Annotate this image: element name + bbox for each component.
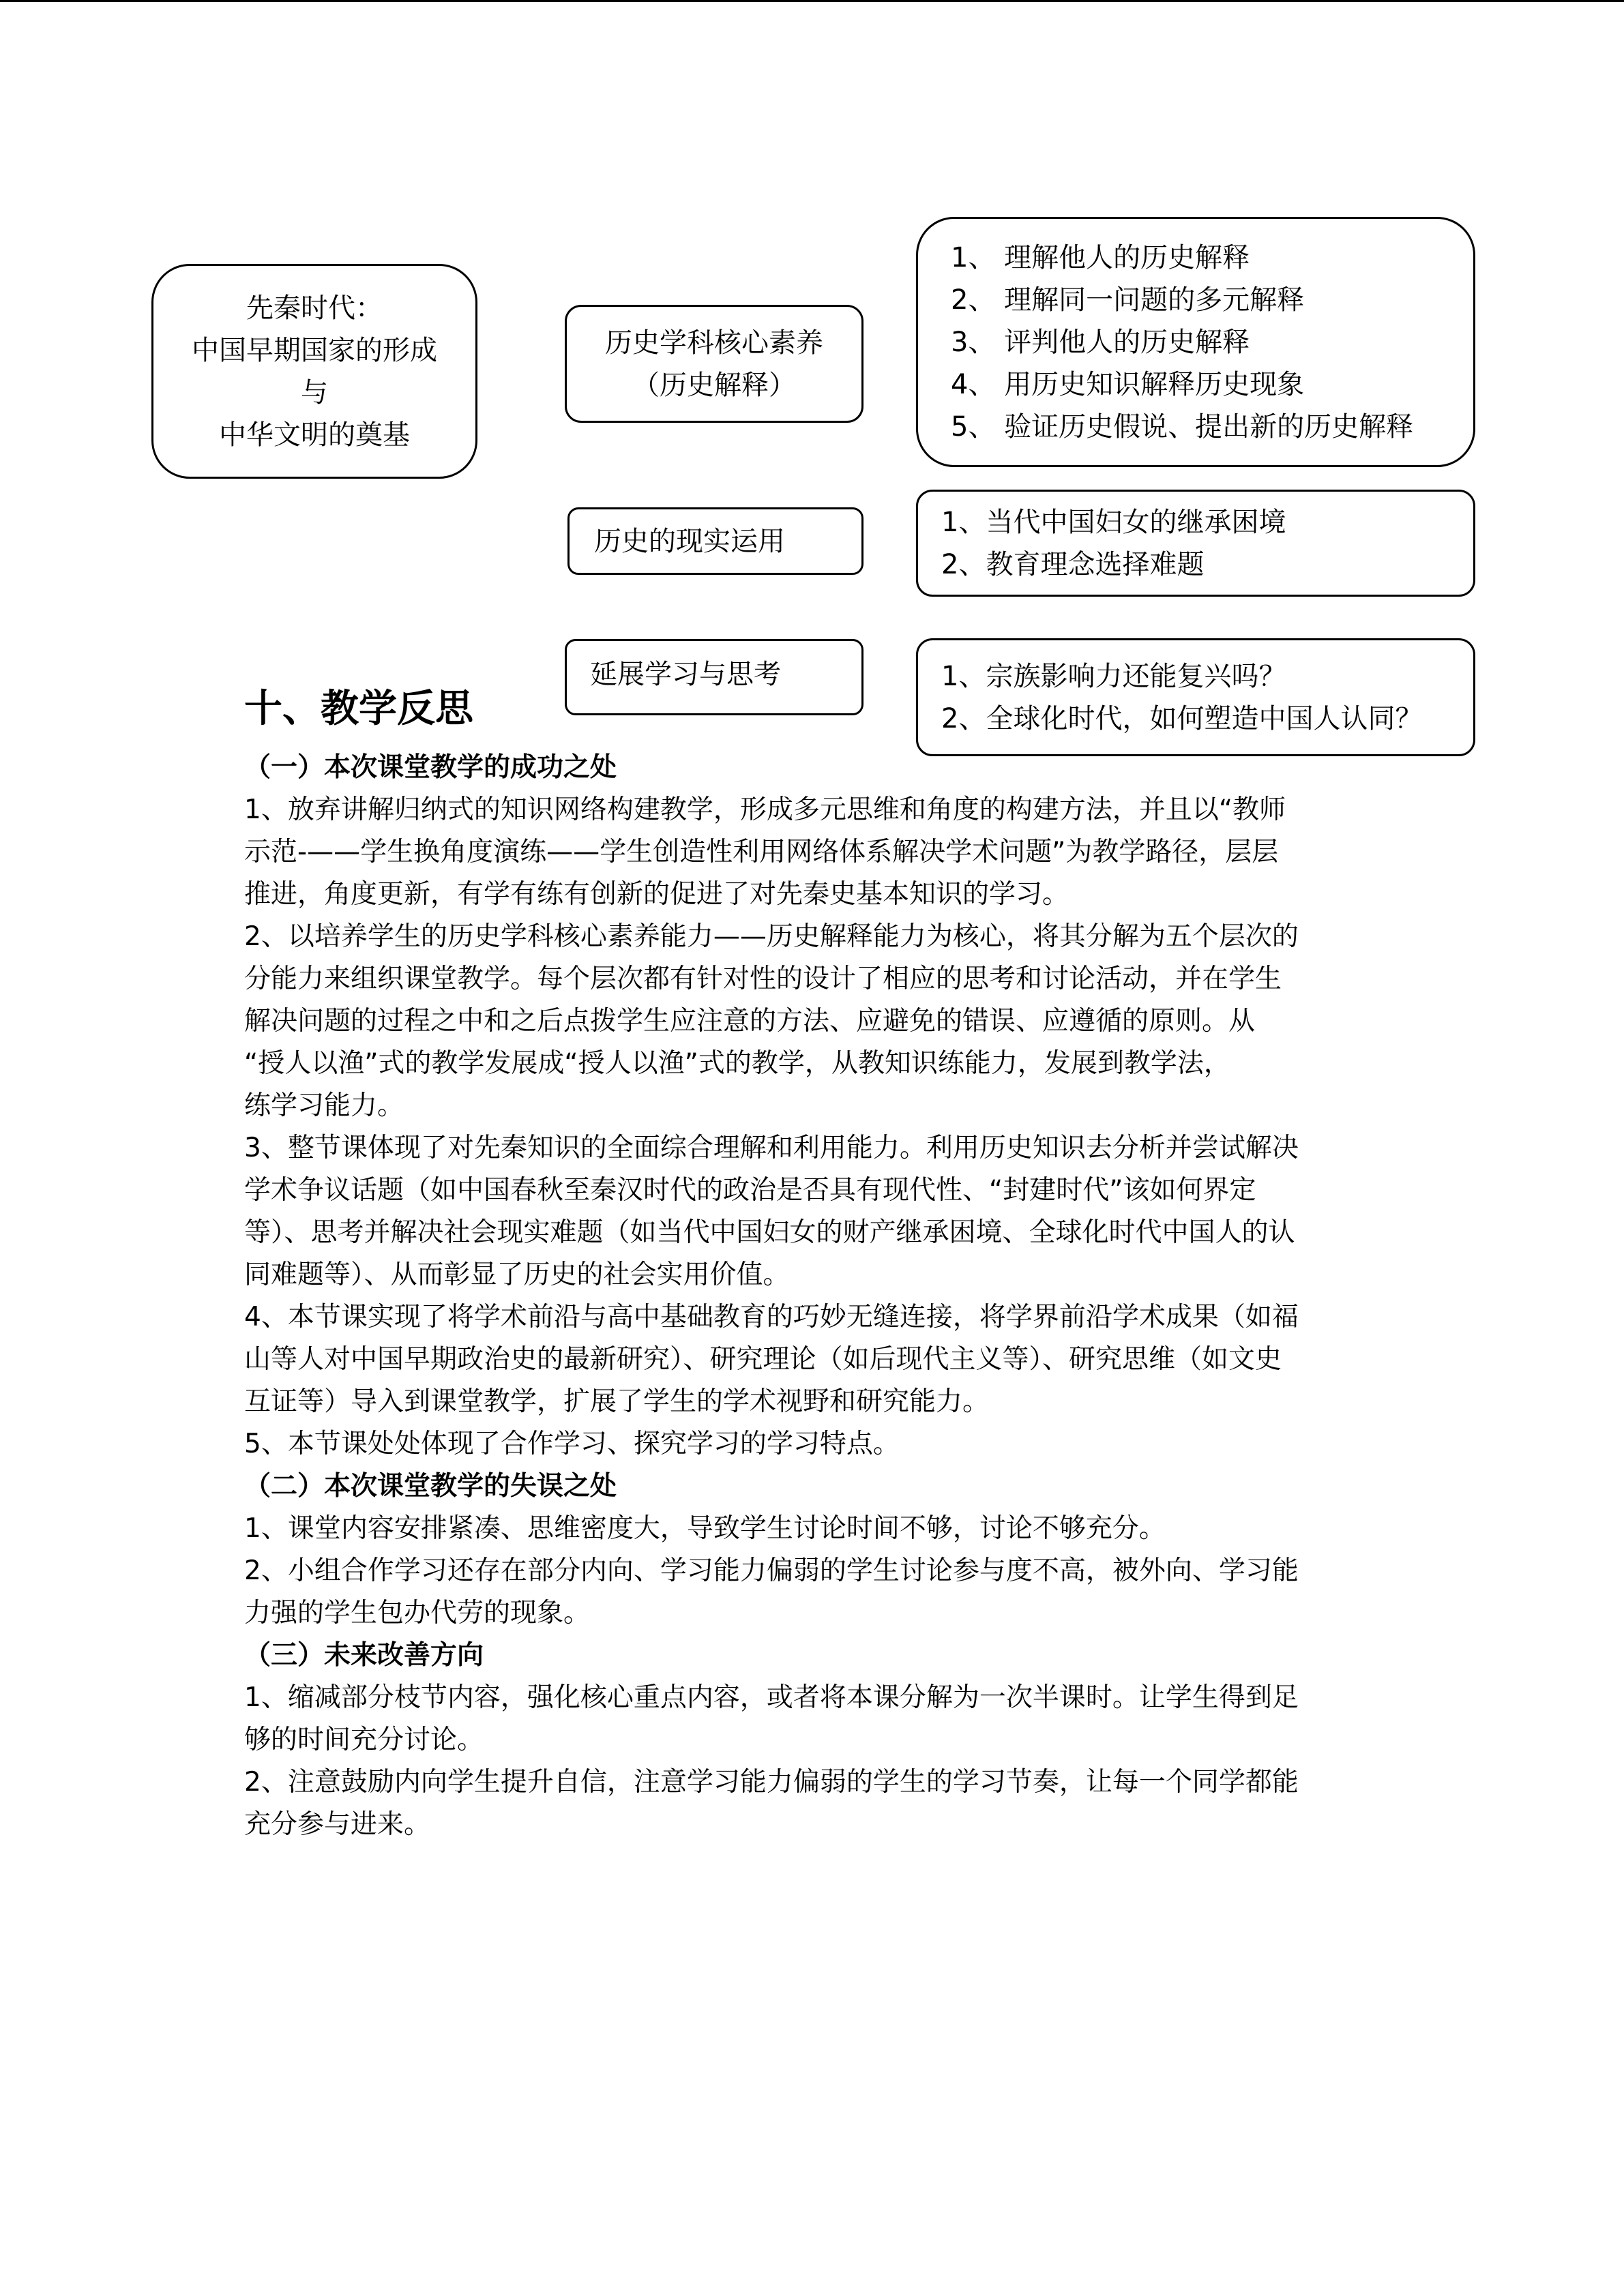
literacy-item: 4、 用历史知识解释历史现象 (951, 368, 1305, 400)
paragraph-line: 分能力来组织课堂教学。每个层次都有针对性的设计了相应的思考和讨论活动，并在学生 (244, 964, 1282, 994)
paragraph-line: 1、缩减部分枝节内容，强化核心重点内容，或者将本课分解为一次半课时。让学生得到足 (244, 1682, 1299, 1713)
extension-label: 延展学习与思考 (590, 659, 781, 690)
paragraph-line: 5、本节课处处体现了合作学习、探究学习的学习特点。 (244, 1429, 900, 1459)
paragraph (244, 789, 1390, 916)
subsection-title: （二）本次课堂教学的失误之处 (244, 1471, 617, 1502)
paragraph-line: 2、注意鼓励内向学生提升自信，注意学习能力偏弱的学生的学习节奏，让每一个同学都能 (244, 1767, 1299, 1798)
paragraph-line: 充分参与进来。 (244, 1809, 431, 1840)
extension-item: 2、全球化时代，如何塑造中国人认同？ (941, 702, 1423, 734)
diagram-source-box (151, 264, 477, 479)
paragraph-line: 推进，角度更新，有学有练有创新的促进了对先秦史基本知识的学习。 (244, 879, 1069, 910)
paragraph-line: 解决问题的过程之中和之后点拨学生应注意的方法、应避免的错误、应遵循的原则。从 (244, 1006, 1256, 1037)
paragraph-line: 山等人对中国早期政治史的最新研究）、研究理论（如后现代主义等）、研究思维（如文史 (244, 1344, 1282, 1375)
source-line: 中国早期国家的形成 (192, 334, 437, 366)
paragraph-line: 2、以培养学生的历史学科核心素养能力——历史解释能力为核心，将其分解为五个层次的 (244, 921, 1299, 952)
paragraph-line: 学术争议话题（如中国春秋至秦汉时代的政治是否具有现代性、“封建时代”该如何界定 (244, 1175, 1256, 1206)
literacy-line: 历史学科核心素养 (605, 327, 823, 359)
extension-item: 1、宗族影响力还能复兴吗？ (941, 660, 1286, 692)
source-line: 中华文明的奠基 (219, 419, 410, 451)
application-item: 1、当代中国妇女的继承困境 (941, 506, 1286, 538)
literacy-item: 1、 理解他人的历史解释 (951, 241, 1250, 273)
subsection-title: （三）未来改善方向 (244, 1640, 484, 1671)
subsection-title: （一）本次课堂教学的成功之处 (244, 752, 617, 783)
paragraph (244, 1761, 1390, 1846)
paragraph (244, 916, 1390, 1127)
paragraph (244, 1550, 1390, 1635)
source-line: 与 (301, 376, 328, 408)
paragraph (244, 1127, 1390, 1296)
paragraph (244, 1508, 1390, 1550)
paragraph-line: 3、整节课体现了对先秦知识的全面综合理解和利用能力。利用历史知识去分析并尝试解决 (244, 1133, 1299, 1163)
section-title: 十、教学反思 (244, 687, 473, 731)
paragraph-line: 练学习能力。 (244, 1090, 404, 1121)
paragraph-line: 互证等）导入到课堂教学，扩展了学生的学术视野和研究能力。 (244, 1386, 990, 1417)
paragraph-line: 2、小组合作学习还存在部分内向、学习能力偏弱的学生讨论参与度不高，被外向、学习能 (244, 1555, 1299, 1586)
application-label: 历史的现实运用 (594, 525, 785, 557)
diagram-extension-box (565, 639, 863, 715)
paragraph (244, 1677, 1390, 1761)
diagram-application-items-box (916, 490, 1475, 597)
paragraph-line: 4、本节课实现了将学术前沿与高中基础教育的巧妙无缝连接，将学界前沿学术成果（如福 (244, 1302, 1299, 1332)
source-line: 先秦时代： (246, 292, 383, 324)
paragraph-line: 够的时间充分讨论。 (244, 1725, 484, 1755)
literacy-line: （历史解释） (632, 369, 796, 401)
reflection-content (244, 747, 1390, 1846)
diagram-application-box (567, 507, 863, 575)
paragraph (244, 1423, 1390, 1465)
diagram-extension-items-box (916, 638, 1475, 756)
paragraph-line: “授人以渔”式的教学发展成“授人以渔”式的教学，从教知识练能力，发展到教学法， (244, 1048, 1230, 1079)
literacy-item: 2、 理解同一问题的多元解释 (951, 284, 1305, 316)
paragraph (244, 1296, 1390, 1423)
diagram-literacy-items-box (916, 217, 1475, 467)
top-border-line (0, 0, 1624, 2)
application-item: 2、教育理念选择难题 (941, 548, 1205, 580)
paragraph-line: 等）、思考并解决社会现实难题（如当代中国妇女的财产继承困境、全球化时代中国人的认 (244, 1217, 1295, 1248)
paragraph-line: 1、课堂内容安排紧凑、思维密度大，导致学生讨论时间不够，讨论不够充分。 (244, 1513, 1166, 1544)
paragraph-line: 同难题等）、从而彰显了历史的社会实用价值。 (244, 1259, 790, 1290)
diagram-literacy-box (565, 305, 863, 423)
literacy-item: 3、 评判他人的历史解释 (951, 326, 1250, 358)
paragraph-line: 1、放弃讲解归纳式的知识网络构建教学，形成多元思维和角度的构建方法，并且以“教师 (244, 794, 1286, 825)
literacy-item: 5、 验证历史假说、提出新的历史解释 (951, 411, 1414, 443)
paragraph-line: 示范-——学生换角度演练——学生创造性利用网络体系解决学术问题”为教学路径，层层 (244, 837, 1279, 867)
paragraph-line: 力强的学生包办代劳的现象。 (244, 1598, 591, 1628)
